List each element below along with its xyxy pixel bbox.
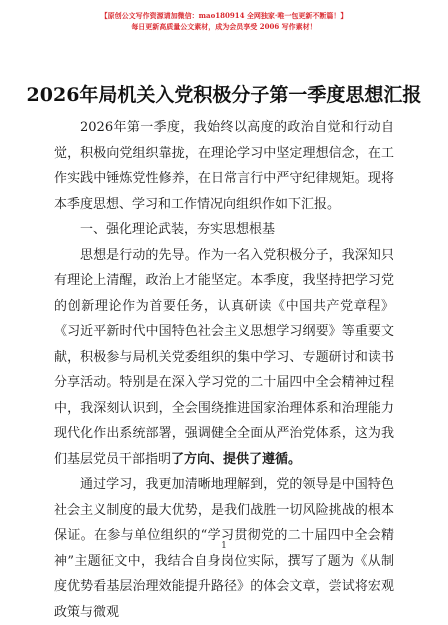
page-number: 1 xyxy=(221,541,227,551)
paragraph-learning: 通过学习，我更加清晰地理解到，党的领导是中国特色社会主义制度的最大优势，是我们战胜一切风险挑战的根本保证。在参与单位组织的“学习贯彻党的二十届四中全会精神”主题征文中，我结合自身岗位实际，撰写了题为《从制度优势看基层治理效能提升路径》的体会文章，尝试将宏观政策与微观 xyxy=(54,477,394,620)
paragraph-theory xyxy=(54,243,394,473)
promo-banner xyxy=(0,10,448,32)
section-heading-1: 一、强化理论武装，夯实思想根基 xyxy=(80,222,276,237)
paragraph-intro: 2026年第一季度，我始终以高度的政治自觉和行动自觉，积极向党组织靠拢，在理论学习中坚定理想信念，在工作实践中锤炼党性修养，在日常言行中严守纪律规矩。现将本季度思想、学习和工作情况向组织作如下汇报。 xyxy=(54,120,394,212)
promo-line-2: 每日更新高质量公文素材，成为会员享受 2006 写作素材！ xyxy=(131,22,317,31)
promo-line-1: 【原创公文写作资源请加微信：mao180914 全网独家·唯一包更新不断篇！】 xyxy=(100,11,348,20)
paragraph-theory-text: 思想是行动的先导。作为一名入党积极分子，我深知只有理论上清醒，政治上才能坚定。本季度，我坚持把学习党的创新理论作为首要任务，认真研读《中国共产党章程》《习近平新时代中国特色社会主义思想学习纲要》等重要文献，积极参与局机关党委组织的集中学习、专题研讨和读书分享活动。特别是在深入学习党的二十届四中全会精神过程中，我深刻认识到，全会围绕推进国家治理体系和治理能力现代化作出系统部署，强调健全全面从严治党体系，这为我们基层党员干部指明 xyxy=(54,247,394,467)
document-title: 2026年局机关入党积极分子第一季度思想汇报 xyxy=(26,84,422,106)
paragraph-theory-bold: 了方向、提供了遵循。 xyxy=(171,451,302,467)
